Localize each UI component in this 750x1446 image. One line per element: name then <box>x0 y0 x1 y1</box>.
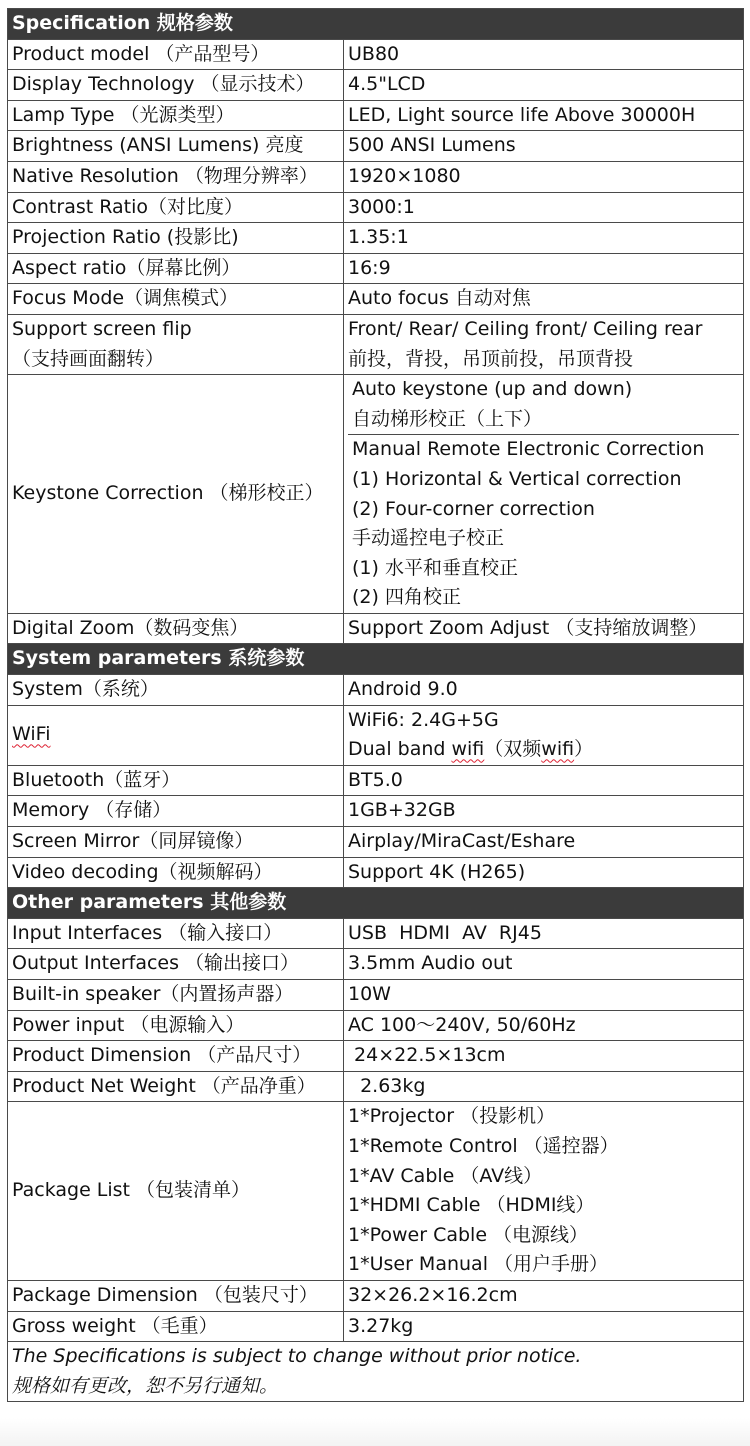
spec-value: Airplay/MiraCast/Eshare <box>344 827 744 858</box>
spec-value: 10W <box>344 980 744 1011</box>
spec-value: 1GB+32GB <box>344 796 744 827</box>
section-title: Other parameters 其他参数 <box>8 888 744 919</box>
spec-row <box>8 765 744 796</box>
value-text: ） <box>574 738 594 761</box>
spec-row <box>8 100 744 131</box>
value-line: WiFi6: 2.4G+5G <box>348 708 499 731</box>
spec-row <box>8 827 744 858</box>
spec-row <box>8 796 744 827</box>
spec-value: 4.5"LCD <box>344 70 744 101</box>
spec-key: Keystone Correction （梯形校正） <box>8 375 344 614</box>
spec-value: 1920×1080 <box>344 161 744 192</box>
spec-value: 1.35:1 <box>344 223 744 254</box>
spec-key: Package Dimension （包装尺寸） <box>8 1280 344 1311</box>
section-title: System parameters 系统参数 <box>8 644 744 675</box>
spec-row <box>8 1280 744 1311</box>
spec-key: Output Interfaces （输出接口） <box>8 949 344 980</box>
spec-key: Video decoding（视频解码） <box>8 857 344 888</box>
disclaimer-row <box>8 1342 744 1402</box>
spec-value <box>344 375 744 614</box>
value-text: wifi <box>541 738 575 761</box>
spec-value: 3.5mm Audio out <box>344 949 744 980</box>
spec-row <box>8 70 744 101</box>
spec-value: LED, Light source life Above 30000H <box>344 100 744 131</box>
value-line: 前投，背投，吊顶前投，吊顶背投 <box>348 347 634 370</box>
spec-key: Lamp Type （光源类型） <box>8 100 344 131</box>
list-item: 1*Power Cable （电源线） <box>348 1223 589 1246</box>
wifi-label: WiFi <box>12 723 51 746</box>
keystone-manual-block <box>348 434 739 613</box>
spec-row-wifi <box>8 705 744 765</box>
spec-row <box>8 1071 744 1102</box>
bottom-fade <box>0 1418 750 1446</box>
spec-key: Brightness (ANSI Lumens) 亮度 <box>8 131 344 162</box>
spec-row <box>8 161 744 192</box>
spec-value <box>344 705 744 765</box>
spec-key: Product Net Weight （产品净重） <box>8 1071 344 1102</box>
spec-row-screen-flip <box>8 314 744 374</box>
list-item: 1*AV Cable （AV线） <box>348 1164 543 1187</box>
spec-key: Digital Zoom（数码变焦） <box>8 613 344 644</box>
value-text: （双频 <box>484 738 542 761</box>
keystone-auto-block <box>348 375 739 434</box>
spec-row <box>8 918 744 949</box>
disclaimer-line: 规格如有更改，恕不另行通知。 <box>12 1374 279 1397</box>
spec-key: Contrast Ratio（对比度） <box>8 192 344 223</box>
spec-value: USB HDMI AV RJ45 <box>344 918 744 949</box>
value-line: Auto keystone (up and down) <box>352 378 633 401</box>
spec-row <box>8 1311 744 1342</box>
spec-key: Gross weight （毛重） <box>8 1311 344 1342</box>
value-line: (2) 四角校正 <box>352 586 461 609</box>
section-header-other <box>8 888 744 919</box>
spec-key: Memory （存储） <box>8 796 344 827</box>
value-line: Manual Remote Electronic Correction <box>352 438 705 461</box>
value-text: Dual band <box>348 738 452 761</box>
spec-value: Support Zoom Adjust （支持缩放调整） <box>344 613 744 644</box>
spec-key: Product model （产品型号） <box>8 39 344 70</box>
spec-row <box>8 192 744 223</box>
spec-value: 24×22.5×13cm <box>344 1041 744 1072</box>
spec-row <box>8 39 744 70</box>
spec-value: Support 4K (H265) <box>344 857 744 888</box>
spec-key: Built-in speaker（内置扬声器） <box>8 980 344 1011</box>
spec-row <box>8 284 744 315</box>
spec-key: Aspect ratio（屏幕比例） <box>8 253 344 284</box>
spec-value: BT5.0 <box>344 765 744 796</box>
spec-value: 500 ANSI Lumens <box>344 131 744 162</box>
spec-value: 16:9 <box>344 253 744 284</box>
spec-key: Product Dimension （产品尺寸） <box>8 1041 344 1072</box>
disclaimer <box>8 1342 744 1402</box>
spec-value: 3.27kg <box>344 1311 744 1342</box>
spec-row <box>8 1041 744 1072</box>
value-line: (1) 水平和垂直校正 <box>352 556 518 579</box>
list-item: 1*HDMI Cable （HDMI线） <box>348 1194 595 1217</box>
spec-key <box>8 705 344 765</box>
spec-row <box>8 949 744 980</box>
spec-key: Package List （包装清单） <box>8 1102 344 1281</box>
spec-key: Display Technology （显示技术） <box>8 70 344 101</box>
key-line: （支持画面翻转） <box>12 347 165 370</box>
spec-key: Projection Ratio (投影比) <box>8 223 344 254</box>
spec-key: Screen Mirror（同屏镜像） <box>8 827 344 858</box>
spec-row <box>8 675 744 706</box>
spec-table <box>7 8 744 1402</box>
spec-value: AC 100～240V, 50/60Hz <box>344 1010 744 1041</box>
list-item: 1*Projector （投影机） <box>348 1105 556 1128</box>
spec-value: 32×26.2×16.2cm <box>344 1280 744 1311</box>
section-header-specification <box>8 9 744 40</box>
spec-key: Power input （电源输入） <box>8 1010 344 1041</box>
spec-row <box>8 1010 744 1041</box>
spec-key: Focus Mode（调焦模式） <box>8 284 344 315</box>
value-line: (1) Horizontal & Vertical correction <box>352 467 682 490</box>
spec-row <box>8 980 744 1011</box>
spec-value: UB80 <box>344 39 744 70</box>
spec-row <box>8 253 744 284</box>
spec-key <box>8 314 344 374</box>
list-item: 1*Remote Control （遥控器） <box>348 1134 619 1157</box>
spec-row-keystone <box>8 375 744 614</box>
spec-sheet <box>7 8 743 1402</box>
spec-row <box>8 131 744 162</box>
spec-value <box>344 314 744 374</box>
spec-row <box>8 857 744 888</box>
section-header-system <box>8 644 744 675</box>
section-title: Specification 规格参数 <box>8 9 744 40</box>
value-line: 手动遥控电子校正 <box>352 527 505 550</box>
spec-value: 3000:1 <box>344 192 744 223</box>
spec-key: Native Resolution （物理分辨率） <box>8 161 344 192</box>
value-text: wifi <box>451 738 485 761</box>
spec-key: Input Interfaces （输入接口） <box>8 918 344 949</box>
spec-value <box>344 1102 744 1281</box>
spec-row <box>8 613 744 644</box>
value-line: (2) Four-corner correction <box>352 497 595 520</box>
value-line <box>348 735 739 765</box>
disclaimer-line: The Specifications is subject to change without prior notice. <box>12 1345 582 1368</box>
spec-key: Bluetooth（蓝牙） <box>8 765 344 796</box>
spec-row <box>8 223 744 254</box>
spec-row-package-list <box>8 1102 744 1281</box>
value-line: Front/ Rear/ Ceiling front/ Ceiling rear <box>348 317 703 340</box>
spec-value: Android 9.0 <box>344 675 744 706</box>
spec-value: 2.63kg <box>344 1071 744 1102</box>
list-item: 1*User Manual （用户手册） <box>348 1253 609 1276</box>
value-line: 自动梯形校正（上下） <box>352 407 543 430</box>
spec-value: Auto focus 自动对焦 <box>344 284 744 315</box>
key-line: Support screen flip <box>12 317 192 340</box>
spec-key: System（系统） <box>8 675 344 706</box>
